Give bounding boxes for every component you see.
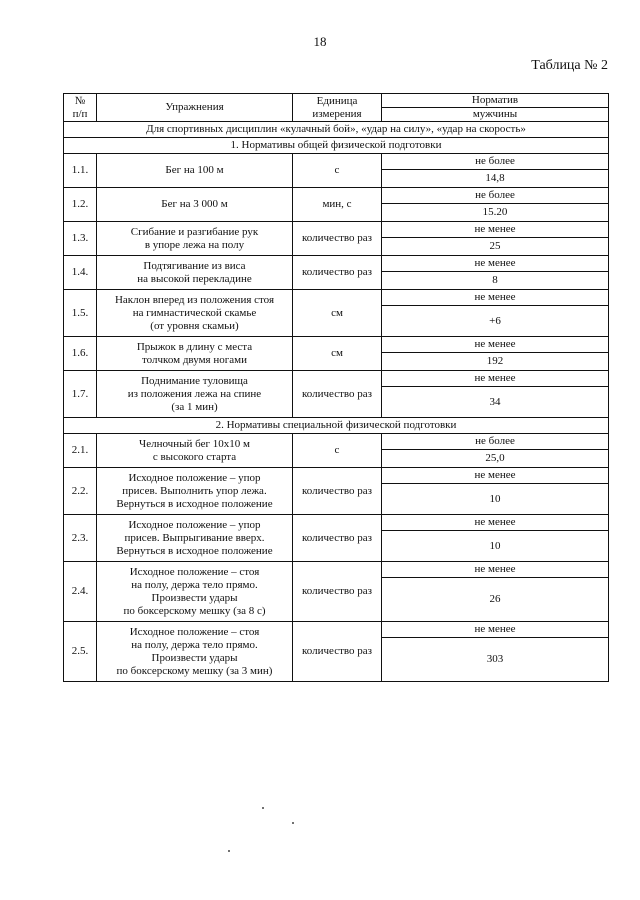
exercise-name	[97, 515, 293, 562]
exercise-name	[97, 562, 293, 622]
disciplines-text: Для спортивных дисциплин «кулачный бой», «удар на силу», «удар на скорость»	[64, 122, 609, 138]
exercise-line: из положения лежа на спине	[127, 387, 262, 400]
norm-qualifier: не более	[382, 154, 609, 170]
exercise-line: (от уровня скамьи)	[150, 319, 239, 332]
row-number: 1.7.	[64, 371, 97, 418]
exercise-line: Исходное положение – упор	[128, 471, 261, 484]
norm-value: 15.20	[382, 204, 609, 222]
table-row	[64, 256, 609, 272]
row-number: 1.2.	[64, 188, 97, 222]
norm-value: 25,0	[382, 450, 609, 468]
scan-speck	[262, 807, 264, 809]
row-number: 2.4.	[64, 562, 97, 622]
norm-value: 192	[382, 353, 609, 371]
norm-value: 14,8	[382, 170, 609, 188]
unit: см	[293, 337, 382, 371]
table-row	[64, 222, 609, 238]
header-number	[64, 94, 97, 122]
norm-value: 8	[382, 272, 609, 290]
unit: количество раз	[293, 468, 382, 515]
norm-qualifier: не менее	[382, 337, 609, 353]
row-number: 2.1.	[64, 434, 97, 468]
scan-speck	[228, 850, 230, 852]
exercise-name	[97, 290, 293, 337]
table-row	[64, 468, 609, 484]
row-number: 1.6.	[64, 337, 97, 371]
unit: количество раз	[293, 371, 382, 418]
table-row	[64, 188, 609, 204]
header-unit-line: Единица	[316, 94, 358, 107]
exercise-line: Исходное положение – стоя	[129, 565, 260, 578]
table-caption: Таблица № 2	[531, 58, 608, 73]
section-title: 1. Нормативы общей физической подготовки	[64, 138, 609, 154]
exercise-line: на полу, держа тело прямо.	[131, 578, 258, 591]
exercise-name	[97, 371, 293, 418]
unit: количество раз	[293, 622, 382, 682]
header-norm: Норматив	[382, 94, 609, 108]
exercise-line: по боксерскому мешку (за 3 мин)	[116, 664, 273, 677]
exercise-line: Произвести удары	[151, 651, 238, 664]
section-header-row	[64, 418, 609, 434]
unit: количество раз	[293, 515, 382, 562]
table-row	[64, 622, 609, 638]
exercise-line: Исходное положение – стоя	[129, 625, 260, 638]
page-number: 18	[313, 34, 327, 49]
row-number: 1.1.	[64, 154, 97, 188]
exercise-line: присев. Выполнить упор лежа.	[122, 484, 267, 497]
norm-value: 10	[382, 531, 609, 562]
norm-qualifier: не более	[382, 434, 609, 450]
norm-qualifier: не менее	[382, 290, 609, 306]
exercise-name	[97, 154, 293, 188]
unit: количество раз	[293, 256, 382, 290]
row-number: 2.3.	[64, 515, 97, 562]
header-unit	[293, 94, 382, 122]
row-number: 2.2.	[64, 468, 97, 515]
exercise-line: Бег на 3 000 м	[161, 198, 228, 210]
table-row	[64, 337, 609, 353]
exercise-line: Исходное положение – упор	[128, 518, 261, 531]
unit: см	[293, 290, 382, 337]
exercise-line: толчком двумя ногами	[142, 353, 247, 366]
exercise-name	[97, 188, 293, 222]
norm-qualifier: не менее	[382, 468, 609, 484]
row-number: 1.5.	[64, 290, 97, 337]
exercise-name	[97, 468, 293, 515]
header-number-line: №	[74, 94, 86, 107]
norm-qualifier: не менее	[382, 371, 609, 387]
unit: с	[293, 434, 382, 468]
row-number: 1.3.	[64, 222, 97, 256]
header-unit-line: измерения	[312, 107, 362, 120]
norm-value: +6	[382, 306, 609, 337]
norm-qualifier: не менее	[382, 562, 609, 578]
norm-qualifier: не менее	[382, 515, 609, 531]
norm-value: 25	[382, 238, 609, 256]
table-row	[64, 290, 609, 306]
exercise-line: в упоре лежа на полу	[144, 238, 245, 251]
norm-value: 26	[382, 578, 609, 622]
exercise-line: Произвести удары	[151, 591, 238, 604]
exercise-line: Вернуться в исходное положение	[116, 497, 273, 510]
exercise-line: Подтягивание из виса	[143, 259, 246, 272]
exercise-name	[97, 337, 293, 371]
norm-qualifier: не более	[382, 188, 609, 204]
norm-value: 303	[382, 638, 609, 682]
table-body	[64, 122, 609, 682]
exercise-line: по боксерскому мешку (за 8 с)	[123, 604, 266, 617]
section-header-row	[64, 138, 609, 154]
table-row	[64, 154, 609, 170]
unit: количество раз	[293, 562, 382, 622]
exercise-line: Вернуться в исходное положение	[116, 544, 273, 557]
exercise-line: Сгибание и разгибание рук	[130, 225, 259, 238]
exercise-line: Бег на 100 м	[165, 164, 224, 176]
exercise-line: Челночный бег 10х10 м	[139, 437, 250, 450]
exercise-name	[97, 622, 293, 682]
exercise-line: (за 1 мин)	[171, 400, 218, 413]
norm-value: 34	[382, 387, 609, 418]
exercise-name	[97, 256, 293, 290]
norm-qualifier: не менее	[382, 222, 609, 238]
exercise-line: на гимнастической скамье	[132, 306, 257, 319]
exercise-line: Наклон вперед из положения стоя	[114, 293, 275, 306]
norm-qualifier: не менее	[382, 256, 609, 272]
unit: с	[293, 154, 382, 188]
header-number-line: п/п	[72, 107, 88, 120]
table-row	[64, 515, 609, 531]
exercise-line: с высокого старта	[152, 450, 237, 463]
header-gender: мужчины	[382, 108, 609, 122]
exercise-line: присев. Выпрыгивание вверх.	[124, 531, 265, 544]
header-exercise: Упражнения	[97, 94, 293, 122]
exercise-name	[97, 222, 293, 256]
exercise-line: Прыжок в длину с места	[136, 340, 253, 353]
unit: количество раз	[293, 222, 382, 256]
table-row	[64, 371, 609, 387]
scan-speck	[292, 822, 294, 824]
row-number: 1.4.	[64, 256, 97, 290]
unit: мин, с	[293, 188, 382, 222]
row-number: 2.5.	[64, 622, 97, 682]
table-row	[64, 562, 609, 578]
exercise-line: на полу, держа тело прямо.	[131, 638, 258, 651]
exercise-name	[97, 434, 293, 468]
section-title: 2. Нормативы специальной физической подготовки	[64, 418, 609, 434]
norm-value: 10	[382, 484, 609, 515]
standards-table	[63, 93, 609, 682]
norm-qualifier: не менее	[382, 622, 609, 638]
table-row	[64, 434, 609, 450]
disciplines-row	[64, 122, 609, 138]
exercise-line: на высокой перекладине	[137, 272, 252, 285]
exercise-line: Поднимание туловища	[141, 374, 248, 387]
